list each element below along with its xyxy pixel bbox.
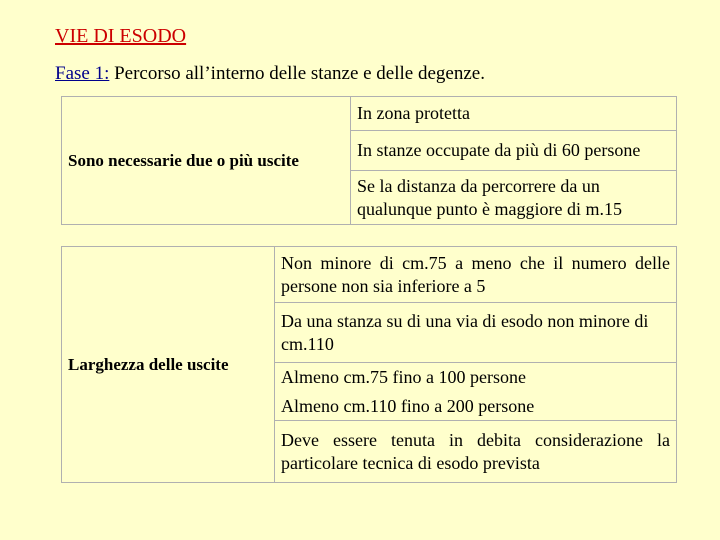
table-label-multiple-exits: Sono necessarie due o più uscite bbox=[62, 97, 351, 225]
table-label-exit-width: Larghezza delle uscite bbox=[62, 247, 275, 483]
table-row bbox=[62, 97, 677, 131]
table-line: Almeno cm.75 fino a 100 persone bbox=[281, 366, 526, 387]
table-cell: Da una stanza su di una via di esodo non minore di cm.110 bbox=[275, 303, 677, 363]
phase-subtitle bbox=[55, 62, 485, 86]
table-cell: Se la distanza da percorrere da un qualunque punto è maggiore di m.15 bbox=[351, 171, 677, 225]
table-exit-width bbox=[61, 246, 677, 483]
table-cell: Non minore di cm.75 a meno che il numero delle persone non sia inferiore a 5 bbox=[275, 247, 677, 303]
table-cell: Deve essere tenuta in debita considerazione la particolare tecnica di esodo prevista bbox=[275, 421, 677, 483]
table-row bbox=[62, 247, 677, 303]
table-cell: In stanze occupate da più di 60 persone bbox=[351, 131, 677, 171]
phase-text: Percorso all’interno delle stanze e delle degenze. bbox=[109, 63, 485, 84]
table-cell: In zona protetta bbox=[351, 97, 677, 131]
page-title: VIE DI ESODO bbox=[55, 25, 187, 47]
table-line: Almeno cm.110 fino a 200 persone bbox=[281, 395, 535, 416]
table-cell bbox=[275, 363, 677, 421]
table-multiple-exits bbox=[61, 96, 677, 225]
phase-label: Fase 1: bbox=[55, 63, 110, 84]
